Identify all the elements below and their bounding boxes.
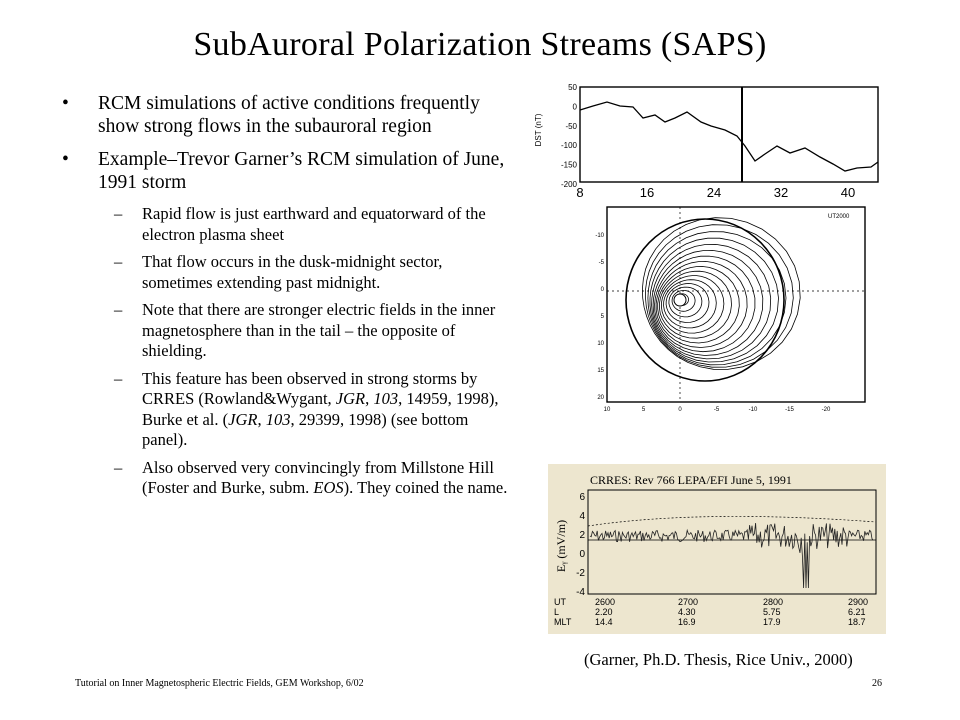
page-number: 26 bbox=[872, 678, 882, 689]
contour-xtick-label: 0 bbox=[678, 407, 682, 413]
sub-bullet-item bbox=[62, 300, 512, 362]
efield-row-label: UT bbox=[554, 597, 566, 607]
dst-xtick-label: 16 bbox=[639, 185, 655, 200]
bullet-marker: • bbox=[62, 149, 69, 170]
bullet-list bbox=[62, 92, 512, 506]
bullet-text: Example–Trevor Garner’s RCM simulation of June, 1991 storm bbox=[98, 149, 505, 193]
contour-label: UT2000 bbox=[828, 214, 850, 220]
contour-figure bbox=[590, 202, 880, 416]
contour-xtick-label: -10 bbox=[748, 407, 758, 413]
efield-l-value: 4.30 bbox=[678, 607, 696, 617]
bullet-marker: • bbox=[62, 93, 69, 114]
contour-ytick-label: 15 bbox=[597, 368, 604, 374]
contour-xtick-label: -15 bbox=[785, 407, 794, 413]
contour-line bbox=[659, 271, 731, 338]
efield-ytick-label: 4 bbox=[579, 511, 585, 522]
sub-bullet-text: , 29399, 1998) (see bottom panel). bbox=[142, 409, 469, 449]
contour-ytick-label: -5 bbox=[598, 260, 604, 266]
dst-ytick-label: 50 bbox=[568, 83, 577, 92]
contour-xtick-label: 5 bbox=[641, 407, 646, 413]
efield-mlt-value: 14.4 bbox=[595, 617, 613, 627]
sub-bullet-marker: – bbox=[114, 457, 123, 477]
efield-ut-value: 2700 bbox=[678, 597, 699, 607]
efield-l-value: 5.75 bbox=[763, 607, 781, 617]
efield-ut-value: 2800 bbox=[763, 597, 784, 607]
figure-caption: (Garner, Ph.D. Thesis, Rice Univ., 2000) bbox=[584, 650, 853, 669]
italic-text: 103 bbox=[373, 389, 399, 408]
contour-xtick-label: -5 bbox=[713, 407, 720, 413]
efield-ytick-label: 0 bbox=[579, 549, 585, 560]
earth-circle bbox=[674, 294, 686, 306]
sub-bullet-item bbox=[62, 458, 512, 499]
sub-bullet-text: This feature has been observed in strong storms by CRRES (Rowland&Wygant, bbox=[142, 368, 478, 408]
sub-bullet-text: , bbox=[257, 409, 266, 429]
dst-ytick-label: -150 bbox=[560, 160, 577, 170]
dst-xtick-label: 32 bbox=[773, 185, 789, 200]
bullet-item bbox=[62, 148, 512, 194]
sub-bullet-text: That flow occurs in the dusk-midnight sector, sometimes extending past midnight. bbox=[142, 252, 443, 292]
sub-bullet-marker: – bbox=[114, 252, 123, 271]
contour-ytick-label: 20 bbox=[597, 395, 604, 401]
dst-xtick-label: 40 bbox=[840, 185, 856, 200]
contour-ytick-label: 0 bbox=[600, 287, 604, 293]
footer-text: Tutorial on Inner Magnetospheric Electric Fields, GEM Workshop, 6/02 bbox=[75, 678, 364, 689]
dst-ytick-label: 0 bbox=[572, 102, 577, 112]
contour-ytick-label: 10 bbox=[597, 341, 604, 347]
dst-xtick-label: 24 bbox=[706, 185, 722, 200]
dst-xtick-label: 8 bbox=[576, 185, 584, 200]
efield-ytick-label: 2 bbox=[579, 530, 585, 541]
sub-bullet-marker: – bbox=[114, 368, 123, 388]
contour-line bbox=[664, 280, 717, 328]
bullet-text: RCM simulations of active conditions frequently show strong flows in the subauroral region bbox=[98, 93, 480, 137]
italic-text: 103 bbox=[265, 409, 291, 429]
efield-ut-value: 2900 bbox=[848, 597, 869, 607]
sub-bullet-text: , bbox=[365, 389, 374, 408]
dst-figure bbox=[515, 78, 885, 200]
contour-xtick-label: -20 bbox=[821, 407, 831, 413]
efield-row-label: MLT bbox=[554, 617, 572, 627]
efield-title: CRRES: Rev 766 LEPA/EFI June 5, 1991 bbox=[590, 473, 792, 487]
efield-row-label: L bbox=[554, 607, 560, 617]
italic-text: JGR bbox=[335, 389, 366, 408]
sub-bullet-item bbox=[62, 369, 512, 451]
sub-bullet-item bbox=[62, 204, 512, 245]
sub-bullet-marker: – bbox=[114, 300, 123, 319]
sub-bullet-text: Also observed very convincingly from Millstone Hill (Foster and Burke, subm. bbox=[142, 457, 494, 497]
dst-ytick-label: -50 bbox=[565, 121, 577, 131]
efield-mlt-value: 18.7 bbox=[848, 617, 866, 627]
slide-title: SubAuroral Polarization Streams (SAPS) bbox=[193, 26, 767, 63]
contour-line bbox=[653, 250, 763, 355]
efield-ylabel: Eᵧ (mV/m) bbox=[554, 519, 568, 573]
sub-bullet-text: , 14959, 1998), Burke et al. ( bbox=[142, 389, 499, 429]
sub-bullet-item bbox=[62, 252, 512, 293]
efield-mlt-value: 17.9 bbox=[763, 617, 781, 627]
italic-text: EOS bbox=[313, 478, 344, 497]
sub-bullet-marker: – bbox=[114, 204, 123, 223]
potential-contours bbox=[626, 218, 800, 381]
contour-ytick-label: 5 bbox=[600, 314, 604, 320]
efield-l-value: 6.21 bbox=[848, 607, 866, 617]
dst-ylabel: DST (nT) bbox=[534, 113, 543, 147]
contour-xtick-label: 10 bbox=[603, 407, 611, 413]
dst-curve bbox=[580, 102, 878, 171]
efield-ytick-label: -2 bbox=[576, 568, 585, 579]
bullet-item bbox=[62, 92, 512, 138]
sub-bullet-text: ). They coined the name. bbox=[343, 478, 508, 497]
dst-plot-frame bbox=[580, 87, 878, 182]
sub-bullet-text: Rapid flow is just earthward and equatorward of the electron plasma sheet bbox=[142, 204, 486, 244]
efield-figure bbox=[548, 464, 886, 634]
efield-l-value: 2.20 bbox=[595, 607, 613, 617]
dst-ytick-label: -200 bbox=[560, 180, 577, 189]
efield-mlt-value: 16.9 bbox=[678, 617, 696, 627]
italic-text: JGR bbox=[228, 409, 258, 429]
contour-line bbox=[658, 267, 740, 344]
efield-ut-value: 2600 bbox=[595, 597, 616, 607]
contour-line bbox=[655, 256, 755, 352]
efield-ytick-label: 6 bbox=[579, 492, 585, 503]
dst-ytick-label: -100 bbox=[560, 141, 577, 151]
contour-frame bbox=[607, 207, 865, 402]
efield-ytick-label: -4 bbox=[576, 587, 585, 598]
contour-ytick-label: -10 bbox=[595, 233, 604, 239]
sub-bullet-text: Note that there are stronger electric fields in the inner magnetosphere than in the tail – the opposite of shielding. bbox=[142, 300, 496, 360]
